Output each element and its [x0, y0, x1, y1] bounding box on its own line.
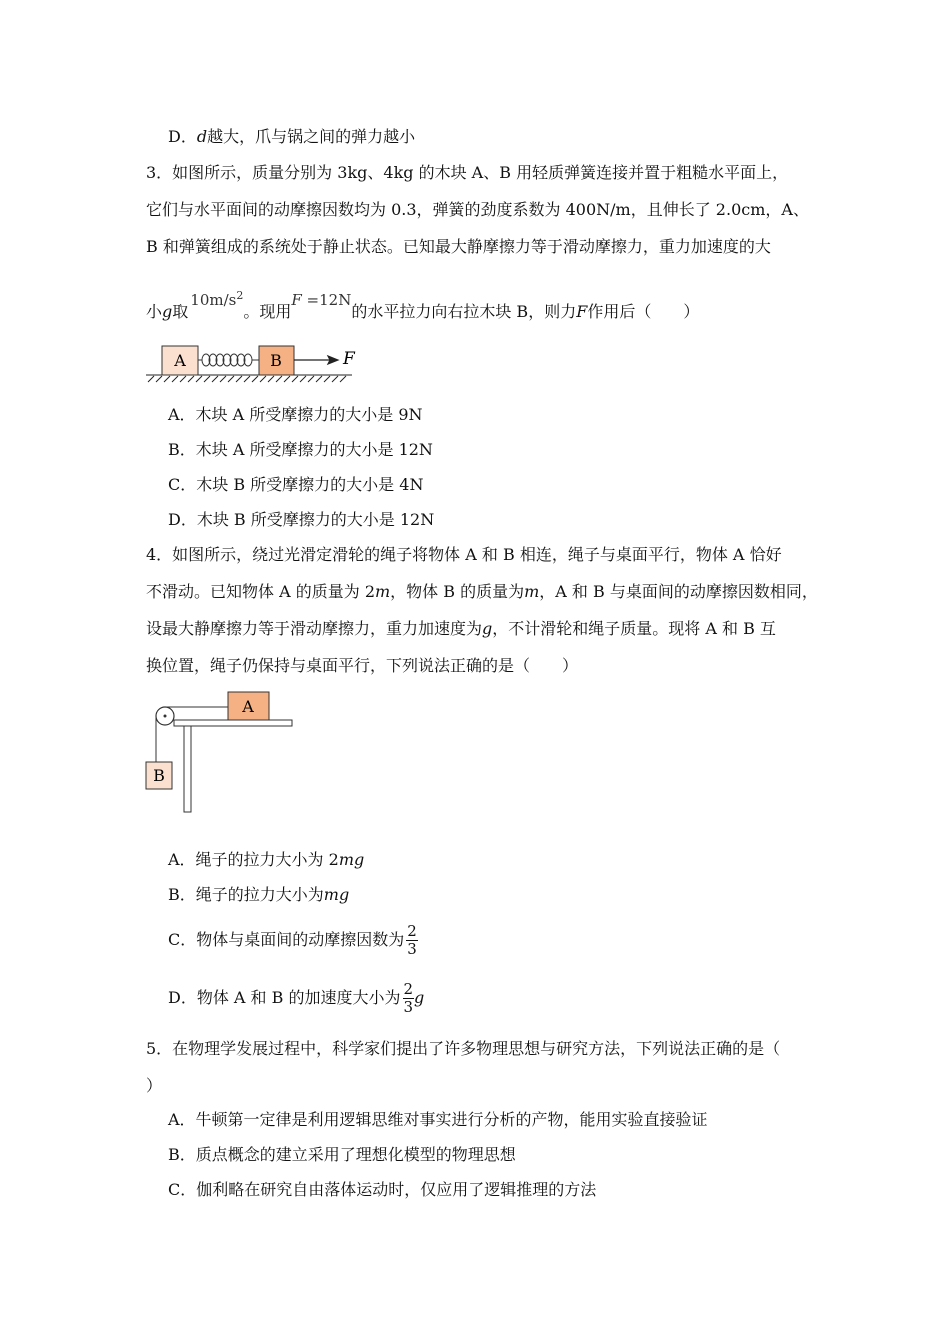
q3-option-a: A．木块 A 所受摩擦力的大小是 9N — [168, 405, 423, 424]
q4-stem-line3: 设最大静摩擦力等于滑动摩擦力，重力加速度为g，不计滑轮和绳子质量。现将 A 和 B 互 — [146, 619, 776, 638]
q4-pulley-figure — [140, 686, 300, 814]
spring — [198, 354, 259, 366]
q5-option-a: A．牛顿第一定律是利用逻辑思维对事实进行分析的产物，能用实验直接验证 — [168, 1110, 708, 1129]
q3-option-d: D．木块 B 所受摩擦力的大小是 12N — [168, 510, 435, 529]
q3-stem-line2: 它们与水平面间的动摩擦因数均为 0.3，弹簧的劲度系数为 400N/m，且伸长了 2.0cm，A、 — [146, 200, 809, 219]
q4-stem-line2: 不滑动。已知物体 A 的质量为 2m，物体 B 的质量为m，A 和 B 与桌面间的动摩擦因数相同， — [146, 582, 818, 601]
q5-stem-line2: ） — [146, 1076, 163, 1095]
fraction: $\frac{2}{3}$ — [407, 922, 417, 958]
ground-hatching — [146, 375, 352, 382]
fraction: $\frac{2}{3}$ — [403, 980, 414, 1016]
q4-option-a: A．绳子的拉力大小为 2mg — [168, 850, 365, 869]
q3-stem-line4: 小g取$10m/s^2$。现用F =12N的水平拉力向右拉木块 B，则力F作用后（ ） — [146, 289, 700, 321]
q3-stem-line3: B 和弹簧组成的系统处于静止状态。已知最大静摩擦力等于滑动摩擦力，重力加速度的大 — [146, 237, 771, 256]
q4-option-b: B．绳子的拉力大小为mg — [168, 885, 350, 904]
q2-option-d: D．d越大，爪与锅之间的弹力越小 — [168, 127, 416, 146]
q5-stem-line1: 5．在物理学发展过程中，科学家们提出了许多物理思想与研究方法，下列说法正确的是（ — [146, 1039, 781, 1058]
q4-stem-line1: 4．如图所示，绕过光滑定滑轮的绳子将物体 A 和 B 相连，绳子与桌面平行，物体 A 恰好 — [146, 545, 782, 564]
q4-stem-line4: 换位置，绳子仍保持与桌面平行，下列说法正确的是（ ） — [146, 656, 579, 675]
q3-option-b: B．木块 A 所受摩擦力的大小是 12N — [168, 440, 433, 459]
block-b-label: B — [270, 351, 282, 370]
q3-spring-figure — [142, 340, 362, 384]
block-b-label: B — [153, 766, 165, 785]
q3-stem-line1: 3．如图所示，质量分别为 3kg、4kg 的木块 A、B 用轻质弹簧连接并置于粗糙水平面上， — [146, 163, 789, 182]
q4-option-c: C．物体与桌面间的动摩擦因数为 $\frac{2}{3}$ — [168, 922, 417, 958]
q4-option-d: D．物体 A 和 B 的加速度大小为 $\frac{2}{3}$ g — [168, 980, 425, 1016]
force-label: F — [343, 349, 355, 369]
pulley-axle — [164, 715, 167, 718]
block-a-label: A — [242, 697, 254, 716]
block-a-label: A — [174, 351, 186, 370]
q5-option-b: B．质点概念的建立采用了理想化模型的物理思想 — [168, 1145, 516, 1164]
q5-option-c: C．伽利略在研究自由落体运动时，仅应用了逻辑推理的方法 — [168, 1180, 597, 1199]
table — [174, 720, 292, 812]
q3-option-c: C．木块 B 所受摩擦力的大小是 4N — [168, 475, 424, 494]
force-arrow — [294, 356, 338, 364]
